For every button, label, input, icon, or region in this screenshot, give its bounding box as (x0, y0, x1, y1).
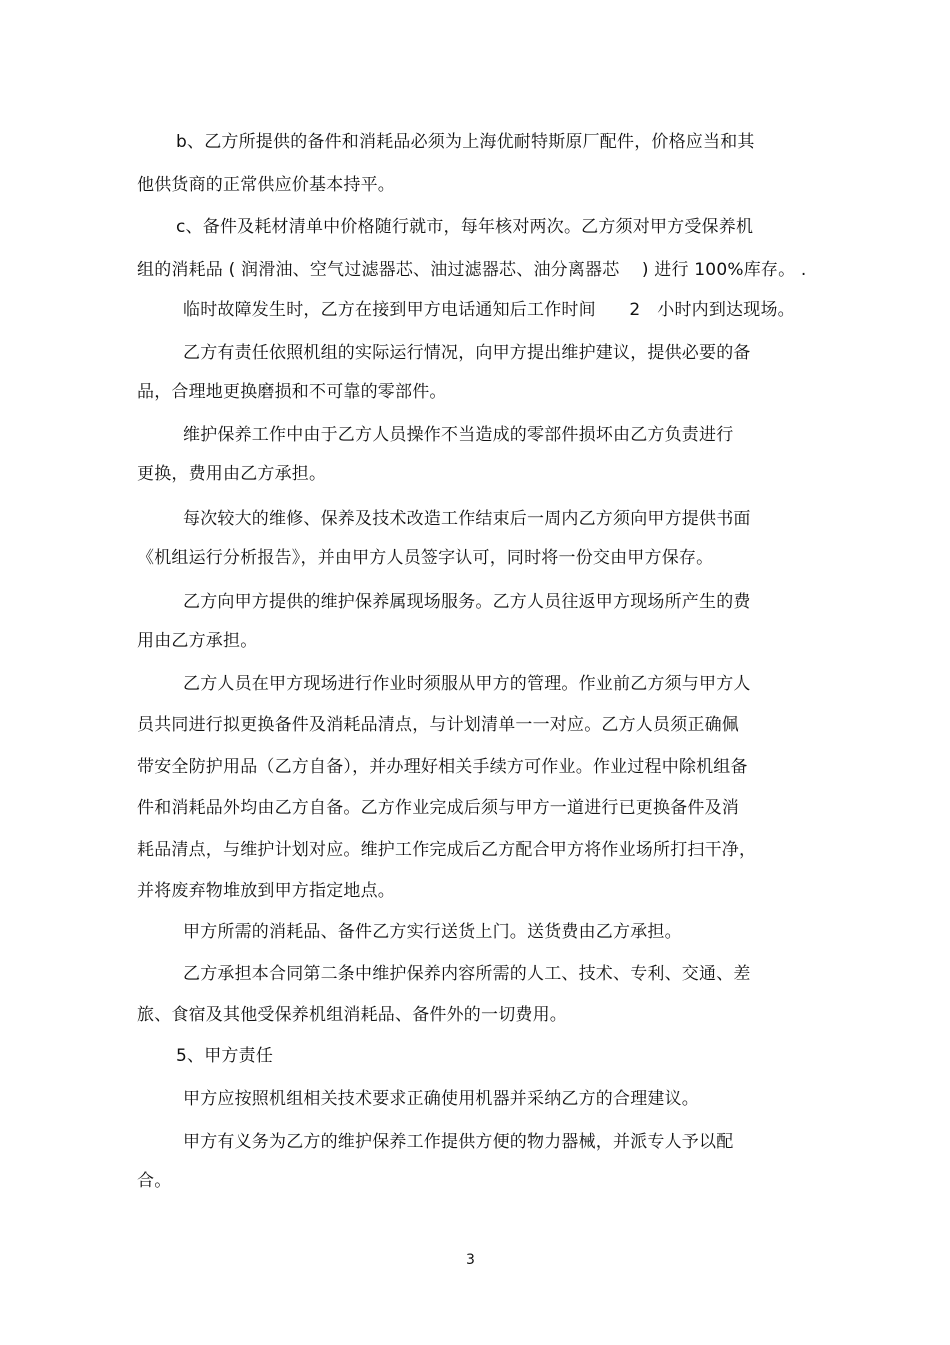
paragraph-line: 甲方应按照机组相关技术要求正确使用机器并采纳乙方的合理建议。 (183, 1089, 699, 1109)
paragraph-line: 临时故障发生时，乙方在接到甲方电话通知后工作时间 2 小时内到达现场。 (183, 300, 795, 320)
paragraph-line: 维护保养工作中由于乙方人员操作不当造成的零部件损坏由乙方负责进行 (183, 425, 734, 445)
paragraph-line: 每次较大的维修、保养及技术改造工作结束后一周内乙方须向甲方提供书面 (183, 509, 751, 529)
paragraph-line: 并将废弃物堆放到甲方指定地点。 (137, 881, 395, 901)
paragraph-line: 旅、食宿及其他受保养机组消耗品、备件外的一切费用。 (137, 1005, 567, 1025)
paragraph-line: 甲方所需的消耗品、备件乙方实行送货上门。送货费由乙方承担。 (183, 922, 682, 942)
paragraph-line: 乙方承担本合同第二条中维护保养内容所需的人工、技术、专利、交通、差 (183, 964, 751, 984)
paragraph-line: c、备件及耗材清单中价格随行就市，每年核对两次。乙方须对甲方受保养机 (176, 217, 754, 237)
paragraph-line: 组的消耗品 ( 润滑油、空气过滤器芯、油过滤器芯、油分离器芯 ) 进行 100%库存。 . (137, 260, 807, 280)
paragraph-line: b、乙方所提供的备件和消耗品必须为上海优耐特斯原厂配件，价格应当和其 (176, 132, 755, 152)
paragraph-line: 用由乙方承担。 (137, 631, 258, 651)
paragraph-line: 耗品清点，与维护计划对应。维护工作完成后乙方配合甲方将作业场所打扫干净， (137, 840, 757, 860)
paragraph-line: 他供货商的正常供应价基本持平。 (137, 175, 395, 195)
section-heading: 5、甲方责任 (176, 1046, 274, 1066)
paragraph-line: 乙方向甲方提供的维护保养属现场服务。乙方人员往返甲方现场所产生的费 (183, 592, 751, 612)
paragraph-line: 带安全防护用品（乙方自备），并办理好相关手续方可作业。作业过程中除机组备 (137, 757, 748, 777)
paragraph-line: 件和消耗品外均由乙方自备。乙方作业完成后须与甲方一道进行已更换备件及消 (137, 798, 739, 818)
paragraph-line: 更换，费用由乙方承担。 (137, 464, 327, 484)
page-number: 3 (466, 1252, 475, 1268)
paragraph-line: 甲方有义务为乙方的维护保养工作提供方便的物力器械，并派专人予以配 (183, 1132, 734, 1152)
paragraph-line: 《机组运行分析报告》，并由甲方人员签字认可，同时将一份交由甲方保存。 (137, 548, 714, 568)
paragraph-line: 乙方人员在甲方现场进行作业时须服从甲方的管理。作业前乙方须与甲方人 (183, 674, 751, 694)
paragraph-line: 品，合理地更换磨损和不可靠的零部件。 (137, 382, 447, 402)
paragraph-line: 合。 (137, 1171, 172, 1191)
paragraph-line: 员共同进行拟更换备件及消耗品清点，与计划清单一一对应。乙方人员须正确佩 (137, 715, 739, 735)
paragraph-line: 乙方有责任依照机组的实际运行情况，向甲方提出维护建议，提供必要的备 (183, 343, 751, 363)
